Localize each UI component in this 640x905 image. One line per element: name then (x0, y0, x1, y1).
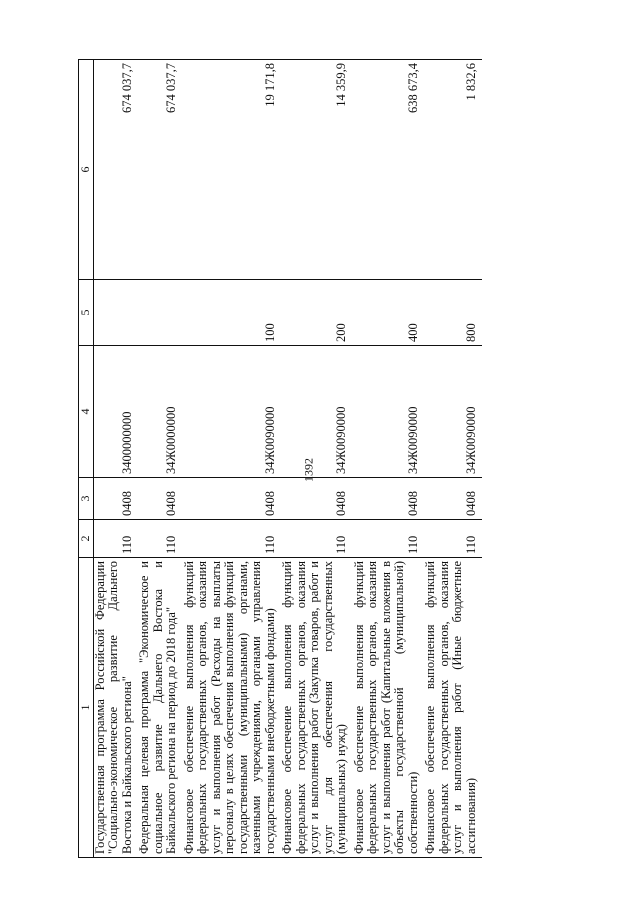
row-target: 34Ж0090000 (183, 346, 282, 478)
row-name: Государственная программа Российской Федерации "Социально-экономическое развитие Дальнего Востока и Байкальского региона" (93, 558, 138, 858)
row-section: 0408 (93, 478, 138, 520)
row-type: 400 (353, 280, 425, 346)
header-col-5: 5 (79, 280, 94, 346)
table-row (183, 60, 282, 858)
row-type: 100 (183, 280, 282, 346)
row-target: 34Ж0090000 (281, 346, 353, 478)
row-type: 800 (424, 280, 482, 346)
row-target: 3400000000 (93, 346, 138, 478)
table-row (281, 60, 353, 858)
table-row (353, 60, 425, 858)
row-section: 0408 (424, 478, 482, 520)
row-code: 110 (424, 520, 482, 558)
row-amount: 674 037,7 (93, 60, 138, 280)
row-code: 110 (353, 520, 425, 558)
row-name: Федеральная целевая программа "Экономическое и социальное развитие Дальнего Востока и Байкальского региона на период до 2018 года" (138, 558, 183, 858)
row-amount: 19 171,8 (183, 60, 282, 280)
table-row (93, 60, 138, 858)
row-target: 34Ж0090000 (353, 346, 425, 478)
row-code: 110 (281, 520, 353, 558)
row-amount: 674 037,7 (138, 60, 183, 280)
header-col-1: 1 (79, 558, 94, 858)
header-row (79, 60, 94, 858)
row-section: 0408 (281, 478, 353, 520)
row-type (93, 280, 138, 346)
page-number: 1392 (301, 458, 316, 482)
row-target: 34Ж0090000 (424, 346, 482, 478)
table-row (138, 60, 183, 858)
row-name: Финансовое обеспечение выполнения функций федеральных государственных органов, оказания услуг и выполнения работ (Закупка товаров, работ и услуг для обеспечения государственных (муниципальных) нужд) (281, 558, 353, 858)
row-section: 0408 (183, 478, 282, 520)
row-code: 110 (183, 520, 282, 558)
table-row (424, 60, 482, 858)
budget-table (78, 59, 482, 858)
table-header (79, 60, 94, 858)
row-type (138, 280, 183, 346)
rotated-page-content (78, 60, 548, 858)
row-name: Финансовое обеспечение выполнения функций федеральных государственных органов, оказания услуг и выполнения работ (Капитальные вложения в объекты государственной (муниципальной) собственности) (353, 558, 425, 858)
table-body (93, 60, 482, 858)
row-section: 0408 (353, 478, 425, 520)
row-amount: 14 359,9 (281, 60, 353, 280)
row-target: 34Ж0000000 (138, 346, 183, 478)
header-col-2: 2 (79, 520, 94, 558)
row-code: 110 (138, 520, 183, 558)
header-col-3: 3 (79, 478, 94, 520)
row-amount: 638 673,4 (353, 60, 425, 280)
header-col-4: 4 (79, 346, 94, 478)
header-col-6: 6 (79, 60, 94, 280)
row-name: Финансовое обеспечение выполнения функций федеральных государственных органов, оказания услуг и выполнения работ (Расходы на выплаты персоналу в целях обеспечения выполнения функций государственными (муниципальными) органами, казенными учреждениями, органами управления государственными внебюджетными фондами) (183, 558, 282, 858)
row-code: 110 (93, 520, 138, 558)
row-section: 0408 (138, 478, 183, 520)
row-amount: 1 832,6 (424, 60, 482, 280)
row-name: Финансовое обеспечение выполнения функций федеральных государственных органов, оказания услуг и выполнения работ (Иные бюджетные ассигнования) (424, 558, 482, 858)
row-type: 200 (281, 280, 353, 346)
